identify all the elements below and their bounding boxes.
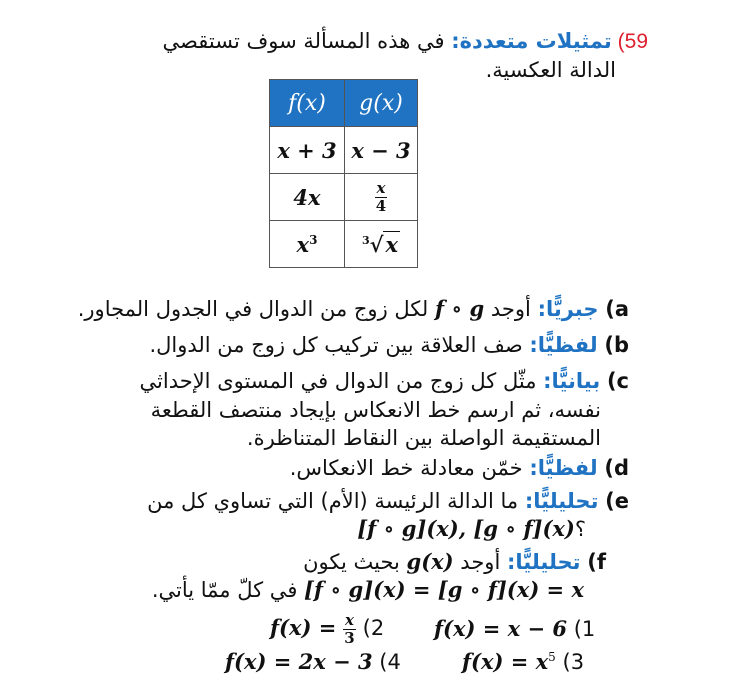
table-cell-g: x − 3: [345, 127, 418, 174]
table-row: [270, 174, 418, 221]
part-d-label: d): [604, 456, 629, 480]
part-b-label: b): [604, 333, 629, 357]
problem-intro-2: الدالة العكسية.: [485, 58, 616, 82]
subitem-label: (3: [562, 650, 585, 674]
table-cell-f: x + 3: [270, 127, 345, 174]
part-f-line2: [f ∘ g](x) = [g ∘ f](x) = x في كلّ ممّا يأتي.: [151, 577, 584, 602]
part-d: d) لفظيًّا: خمّن معادلة خط الانعكاس.: [289, 456, 629, 480]
subitem-label: (2: [362, 616, 385, 640]
part-c-line3: المستقيمة الواصلة بين النقاط المتناظرة.: [246, 426, 601, 450]
table-header-f: f(x): [270, 80, 345, 127]
cube-root: $^3$√x: [362, 231, 398, 257]
compose-both: [f ∘ g](x), [g ∘ f](x): [357, 516, 575, 541]
problem-title: تمثيلات متعددة:: [451, 29, 612, 53]
problem-number: 59: [624, 30, 648, 53]
part-f-label: f): [587, 550, 606, 574]
function-table: [269, 79, 418, 268]
problem-intro-1: في هذه المسألة سوف تستقصي: [162, 29, 445, 53]
fraction: $\frac{x}{3}$: [344, 611, 355, 647]
part-c-line2: نفسه، ثم ارسم خط الانعكاس بإيجاد منتصف القطعة: [150, 398, 601, 422]
part-b-head: لفظيًّا:: [529, 333, 598, 357]
subitem-label: (1: [573, 617, 596, 641]
part-b: b) لفظيًّا: صف العلاقة بين تركيب كل زوج من الدوال.: [149, 333, 629, 357]
part-e-label: e): [605, 489, 629, 513]
part-f-head: تحليليًّا:: [506, 550, 581, 574]
table-cell-g: [345, 221, 418, 268]
subitem-label: (4: [379, 650, 401, 674]
part-a: a) جبريًّا: أوجد f ∘ g لكل زوج من الدوال في الجدول المجاور.: [77, 296, 629, 321]
subitem-2: f(x) = $\frac{x}{3}$ (2: [270, 611, 385, 647]
subitem-4: f(x) = 2x − 3 (4: [225, 649, 401, 674]
problem-header: 59) تمثيلات متعددة: في هذه المسألة سوف تستقصي: [162, 29, 648, 53]
table-row: [270, 127, 418, 174]
part-e-line2: ؟[f ∘ g](x), [g ∘ f](x): [357, 516, 586, 541]
table-cell-f: $x^3$: [270, 221, 345, 268]
subitem-3: $f(x) = x^5$ (3: [462, 649, 585, 674]
table-row: [270, 221, 418, 268]
part-d-head: لفظيًّا:: [529, 456, 598, 480]
fraction: $\frac{x}{4}$: [375, 178, 387, 215]
part-c-head: بيانيًّا:: [543, 369, 601, 393]
part-e: e) تحليليًّا: ما الدالة الرئيسة (الأم) التي تساوي كل من: [147, 489, 629, 513]
subitem-1: f(x) = x − 6 (1: [434, 616, 596, 641]
part-a-label: a): [605, 297, 629, 321]
table-header-g: g(x): [345, 80, 418, 127]
identity-condition: [f ∘ g](x) = [g ∘ f](x) = x: [304, 577, 584, 602]
table-cell-g: [345, 174, 418, 221]
part-a-head: جبريًّا:: [537, 297, 599, 321]
part-c: c) بيانيًّا: مثّل كل زوج من الدوال في المستوى الإحداثي: [139, 369, 629, 393]
part-c-label: c): [606, 369, 629, 393]
table-cell-f: 4x: [270, 174, 345, 221]
compose-fg: f ∘ g: [434, 296, 485, 321]
part-f: f) تحليليًّا: أوجد g(x) بحيث يكون: [303, 549, 606, 574]
part-e-head: تحليليًّا:: [524, 489, 599, 513]
